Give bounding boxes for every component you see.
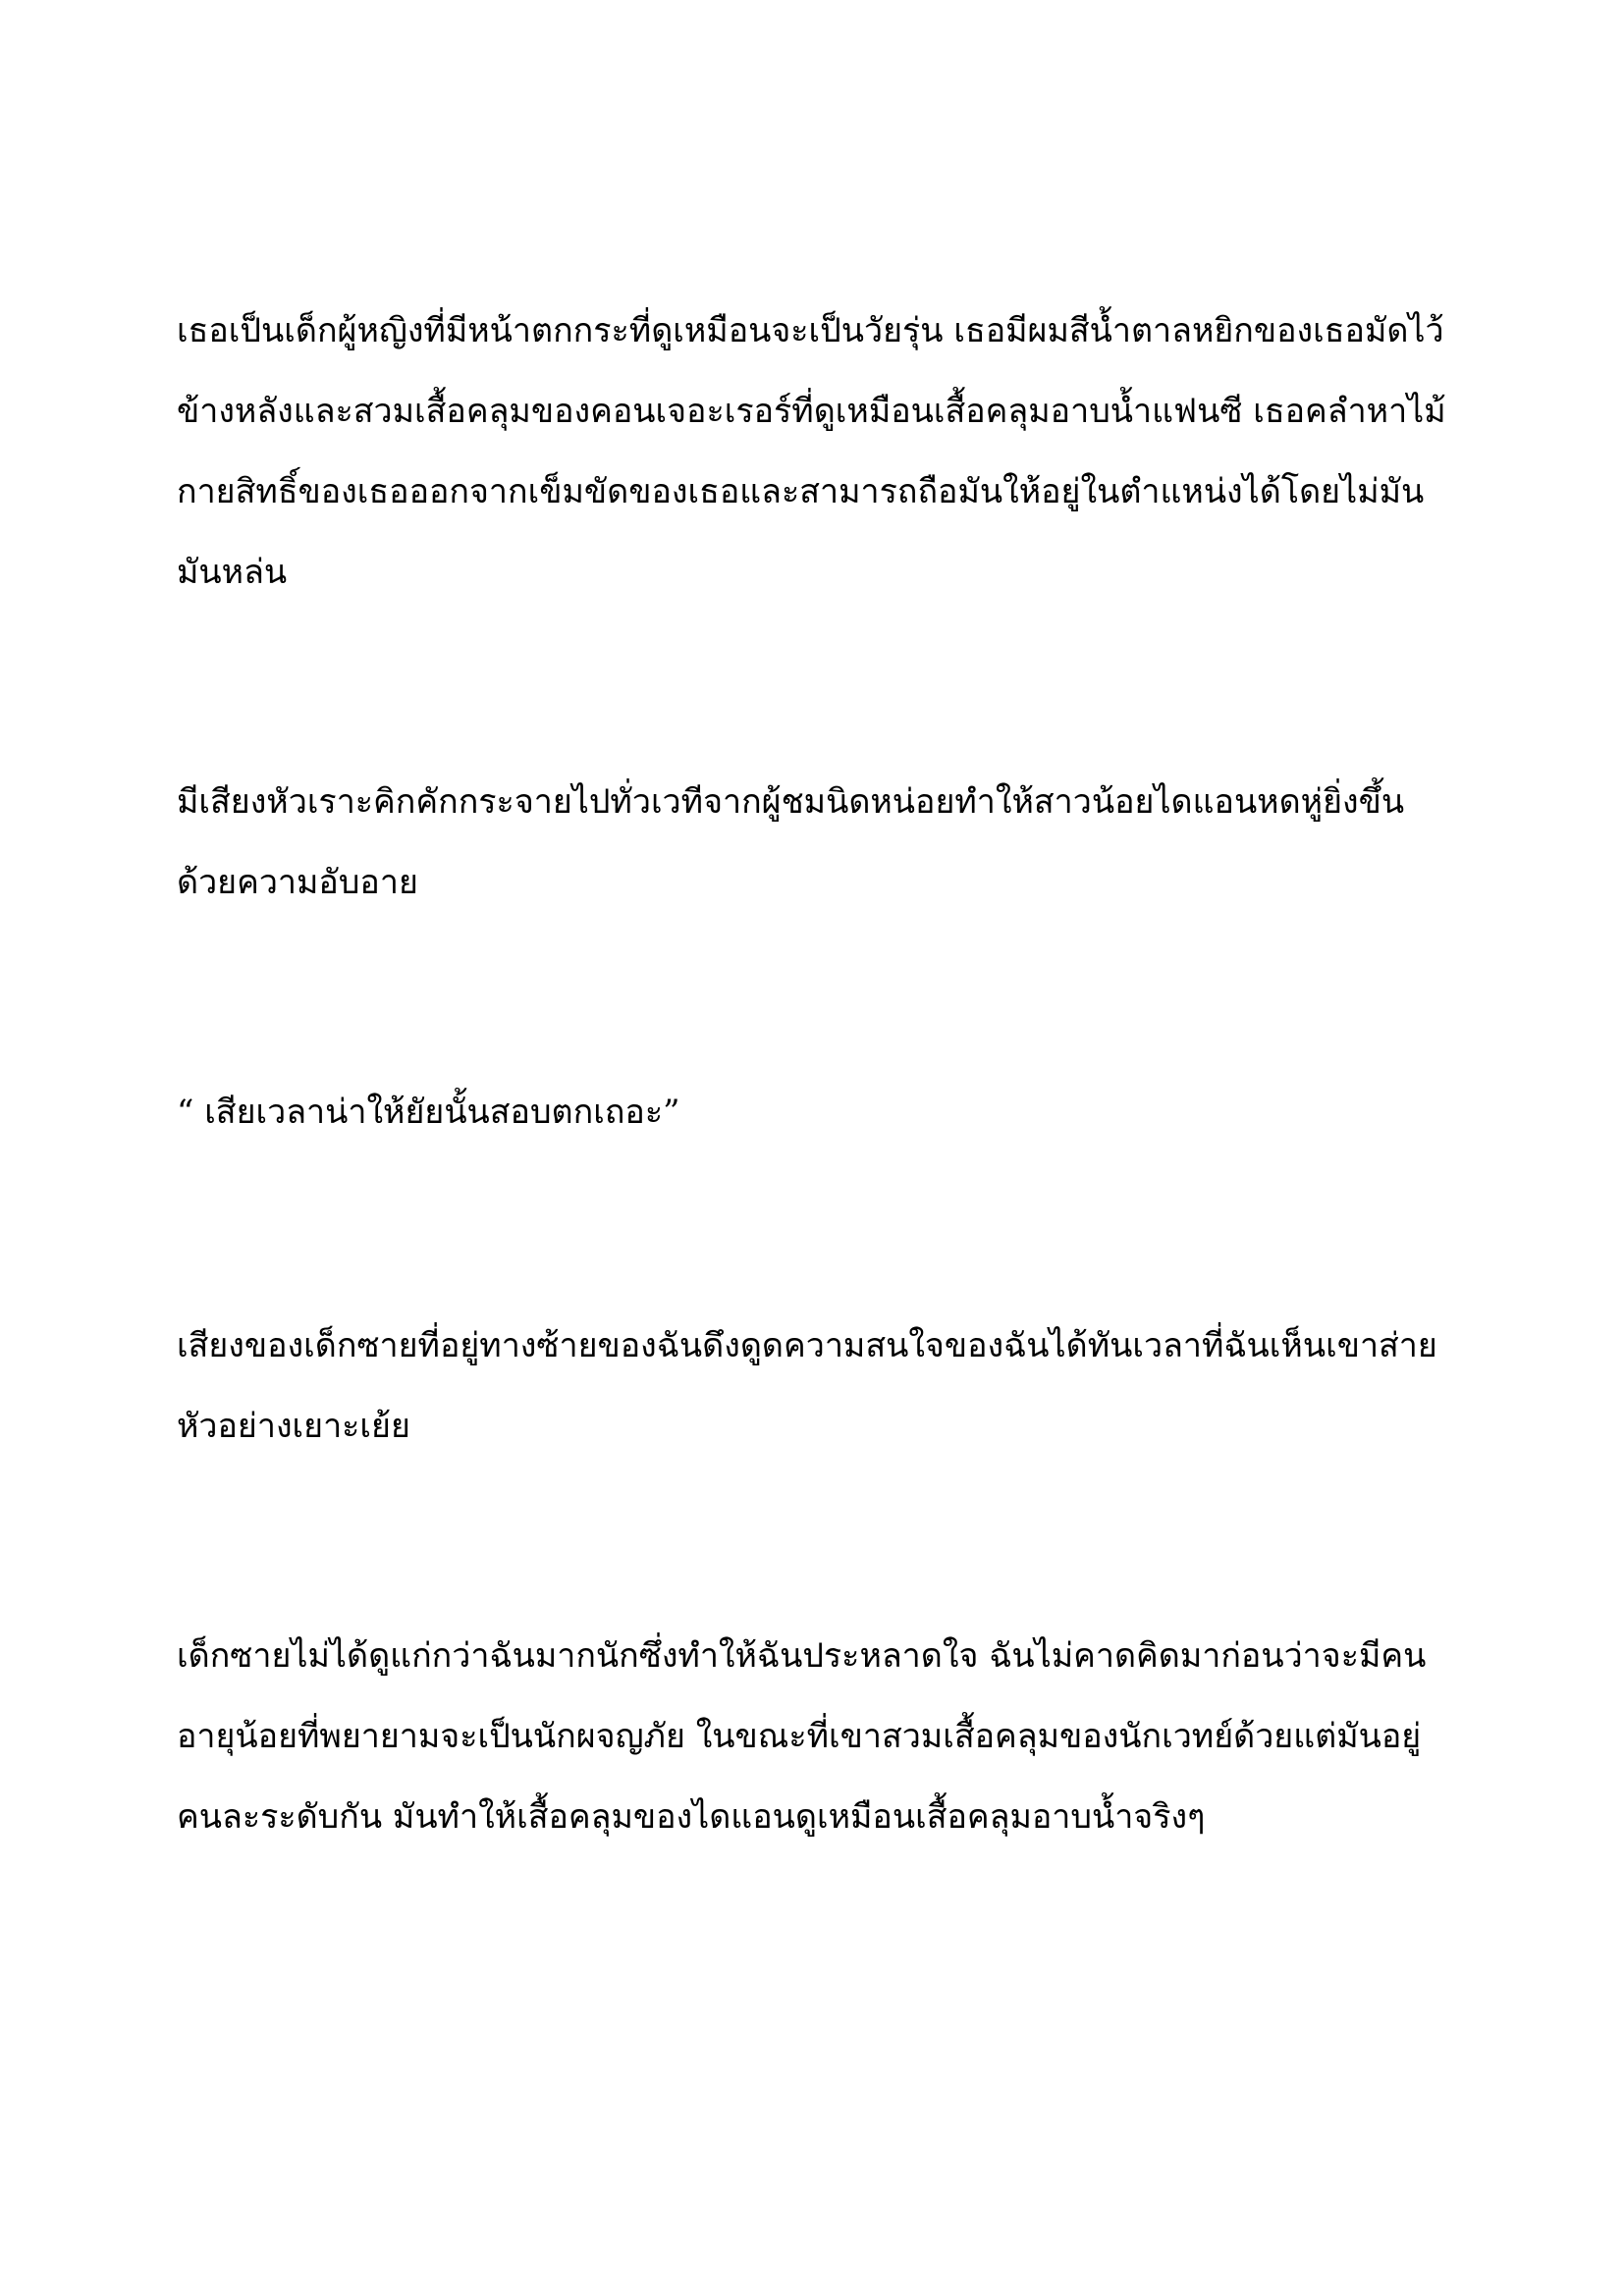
paragraph-boy-voice: เสียงของเด็กซายที่อยู่ทางซ้ายของฉันดึงดูดความสนใจของฉันได้ทันเวลาที่ฉันเห็นเขาส่ายหัวอย่างเยาะเย้ย: [177, 1326, 1437, 1446]
paragraph-spoken-quote: “ เสียเวลาน่าให้ยัยนั้นสอบตกเถอะ”: [177, 1093, 680, 1132]
paragraph-description-girl: เธอเป็นเด็กผู้หญิงที่มีหน้าตกกระที่ดูเหมือนจะเป็นวัยรุ่น เธอมีผมสีน้ำตาลหยิกของเธอมัดไว้ข้างหลังและสวมเสื้อคลุมของคอนเจอะเรอร์ที่ดูเหมือนเสื้อคลุมอาบน้ำแฟนซี เธอคลำหาไม้กายสิทธิ์ของเธอออกจากเข็มขัดของเธอและสามารถถือมันให้อยู่ในตำแหน่งได้โดยไม่มันมันหล่น: [177, 311, 1446, 592]
paragraph-audience-laughter: มีเสียงหัวเราะคิกคักกระจายไปทั่วเวทีจากผู้ชมนิดหน่อยทำให้สาวน้อยไดแอนหดหู่ยิ่งขึ้นด้วยความอับอาย: [177, 782, 1405, 902]
paragraph-boy-description: เด็กซายไม่ได้ดูแก่กว่าฉันมากนักซึ่งทำให้ฉันประหลาดใจ ฉันไม่คาดคิดมาก่อนว่าจะมีคนอายุน้อยที่พยายามจะเป็นนักผจญภัย ในขณะที่เขาสวมเสื้อคลุมของนักเวทย์ด้วยแต่มันอยู่คนละระดับกัน มันทำให้เสื้อคลุมของไดแอนดูเหมือนเสื้อคลุมอาบน้ำจริงๆ: [177, 1636, 1427, 1837]
